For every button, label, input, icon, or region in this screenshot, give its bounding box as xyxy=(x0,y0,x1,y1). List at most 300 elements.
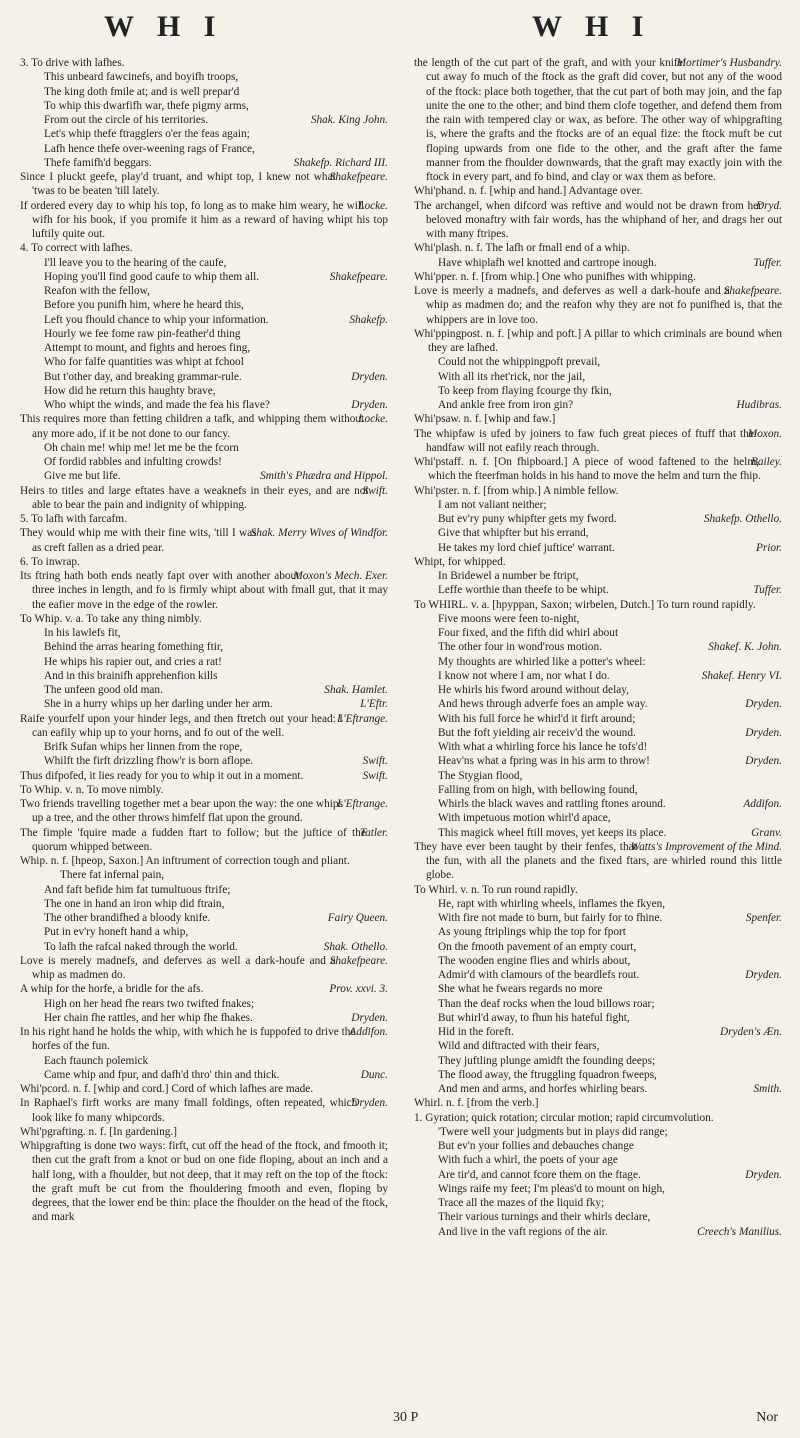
dictionary-entry xyxy=(414,484,782,498)
entry-text: And ankle free from iron gin? xyxy=(438,399,574,411)
verse-line xyxy=(44,683,388,697)
citation-paragraph xyxy=(20,526,388,555)
verse-line xyxy=(438,897,782,911)
entry-text: With what a whirling force his lance he tofs'd! xyxy=(438,741,648,753)
entry-text: The king doth fmile at; and is well prepar'd xyxy=(44,85,240,98)
entry-text: But ev'n your follies and debauches change xyxy=(438,1140,634,1152)
verse-line xyxy=(438,569,782,583)
citation-source: Moxon. xyxy=(747,427,782,440)
entry-text: Hourly we fee fome raw pin-feather'd thing xyxy=(44,327,241,340)
citation-source: Dryden. xyxy=(745,755,782,768)
dictionary-entry xyxy=(414,412,782,426)
verse-line xyxy=(44,469,388,483)
verse-line xyxy=(44,455,388,469)
entry-text: Whi'phand. n. f. [whip and hand.] Advantage over. xyxy=(414,185,643,198)
entry-text: Four fixed, and the fifth did whirl about xyxy=(438,627,619,639)
citation-source: Shak. King John. xyxy=(310,114,388,126)
verse-line xyxy=(44,384,388,398)
verse-line xyxy=(438,1025,782,1039)
dictionary-entry xyxy=(20,555,388,569)
entry-text: To Whip. v. a. To take any thing nimbly. xyxy=(20,612,202,625)
entry-text: The flood away, the ftruggling fquadron fweeps, xyxy=(438,1068,657,1081)
verse-line xyxy=(44,740,388,754)
citation-source: L'Eftrange. xyxy=(336,712,388,725)
citation-source: Shak. Othello. xyxy=(323,940,388,953)
citation-source: Tuffer. xyxy=(753,584,782,597)
verse-line xyxy=(44,940,388,954)
entry-text: Since I pluckt geefe, play'd truant, and whipt top, I knew not what 'twas to be beaten 'till lately. xyxy=(20,171,336,198)
dictionary-entry xyxy=(414,455,782,484)
entry-text: The other brandifhed a bloody knife. xyxy=(44,912,211,924)
verse-line xyxy=(438,1225,782,1239)
entry-text: Brifk Sufan whips her linnen from the rope, xyxy=(44,741,243,753)
entry-text: The archangel, when difcord was reftive and would not be drawn from her beloved monaftry with fair words, has the whiphand of her, and drags her out with many ftripes. xyxy=(414,199,782,240)
dictionary-entry xyxy=(20,783,388,797)
verse-line xyxy=(44,156,388,170)
verse-line xyxy=(44,398,388,412)
dictionary-entry xyxy=(414,327,782,356)
dictionary-entry xyxy=(414,184,782,198)
citation-source: Prov. xxvi. 3. xyxy=(329,983,388,996)
entry-text: And in this brainifh apprehenfion kills xyxy=(44,669,218,682)
citation-paragraph xyxy=(20,569,388,612)
verse-line xyxy=(438,982,782,996)
verse-line xyxy=(438,498,782,512)
entry-text: Whirls the black waves and rattling ftones around. xyxy=(438,798,666,810)
verse-line xyxy=(44,640,388,654)
verse-line xyxy=(44,897,388,911)
entry-text: They would whip me with their fine wits, 'till I was as creft fallen as a dried pear. xyxy=(20,527,257,554)
dictionary-entry xyxy=(414,883,782,897)
entry-text: Their various turnings and their whirls declare, xyxy=(438,1211,651,1224)
entry-text: Whi'ppingpost. n. f. [whip and poft.] A pillar to which criminals are bound when they are lafhed. xyxy=(414,327,782,354)
entry-text: Reafon with the fellow, xyxy=(44,285,150,297)
entry-text: He whirls his fword around without delay, xyxy=(438,684,629,696)
entry-text: Whip. n. f. [hpeop, Saxon.] An inftrument of correction tough and pliant. xyxy=(20,855,350,867)
dictionary-entry xyxy=(20,1082,388,1096)
entry-text: To keep from flaying fcourge thy fkin, xyxy=(438,384,612,397)
entry-text: But the foft yielding air receiv'd the wound. xyxy=(438,726,636,739)
citation-source: Creech's Manilius. xyxy=(697,1225,782,1238)
citation-source: Granv. xyxy=(751,826,782,839)
entry-text: To whip this dwarfifh war, thefe pigmy arms, xyxy=(44,99,249,112)
verse-line xyxy=(44,655,388,669)
verse-line xyxy=(438,925,782,939)
entry-text: Hid in the foreft. xyxy=(438,1026,514,1038)
entry-text: Heirs to titles and large eftates have a weaknefs in their eyes, and are not able to bear the pain and indignity of whipping. xyxy=(20,484,369,511)
verse-line xyxy=(438,1210,782,1224)
left-column xyxy=(20,56,388,1401)
entry-text: In Bridewel a number be ftript, xyxy=(438,570,579,582)
citation-source: Bailey. xyxy=(750,456,782,468)
entry-text: Thefe famifh'd beggars. xyxy=(44,156,152,169)
citation-paragraph xyxy=(20,412,388,441)
citation-source: Spenfer. xyxy=(745,912,782,924)
verse-line xyxy=(44,997,388,1011)
entry-text: Wild and diftracted with their fears, xyxy=(438,1040,600,1053)
verse-line xyxy=(44,142,388,156)
verse-line xyxy=(438,783,782,797)
entry-text: Whi'pster. n. f. [from whip.] A nimble fellow. xyxy=(414,484,619,497)
entry-text: They have ever been taught by their fenfes, that the fun, with all the planets and the fixed ftars, are whirled round this little globe. xyxy=(414,840,782,882)
verse-line xyxy=(438,541,782,555)
citation-source: Dryden. xyxy=(745,969,782,981)
citation-source: Addifon. xyxy=(743,798,782,810)
citation-source: Swift. xyxy=(362,769,388,782)
entry-text: I am not valiant neither; xyxy=(438,498,547,511)
citation-paragraph xyxy=(20,199,388,242)
verse-line xyxy=(438,1054,782,1068)
citation-source: Shakefpeare. xyxy=(329,270,388,283)
entry-text: She what he fwears regards no more xyxy=(438,983,603,996)
entry-text: In Raphael's firft works are many fmall foldings, often repeated, which look like fo many whipcords. xyxy=(20,1097,358,1124)
entry-text: Left you fhould chance to whip your information. xyxy=(44,313,269,326)
verse-line xyxy=(438,911,782,925)
entry-text: This unbeard fawcinefs, and boyifh troops, xyxy=(44,71,239,84)
verse-line xyxy=(438,954,782,968)
verse-line xyxy=(44,626,388,640)
entry-text: Let's whip thefe ftragglers o'er the feas again; xyxy=(44,128,250,141)
verse-line xyxy=(438,769,782,783)
entry-text: My thoughts are whirled like a potter's wheel: xyxy=(438,655,646,668)
verse-line xyxy=(438,997,782,1011)
verse-line xyxy=(44,697,388,711)
citation-source: Shakefpeare. xyxy=(329,171,388,183)
entry-text: Whirl. n. f. [from the verb.] xyxy=(414,1097,539,1110)
verse-line xyxy=(44,669,388,683)
entry-text: Came whip and fpur, and dafh'd thro' thin and thick. xyxy=(44,1068,280,1081)
verse-line xyxy=(438,697,782,711)
entry-text: He, rapt with whirling wheels, inflames the fkyen, xyxy=(438,897,666,910)
verse-line xyxy=(438,811,782,825)
verse-line xyxy=(44,911,388,925)
entry-text: Could not the whippingpoft prevail, xyxy=(438,356,601,369)
entry-text: Whilft the firft drizzling fhow'r is born aflope. xyxy=(44,755,254,768)
citation-source: Dryd. xyxy=(755,199,782,212)
citation-source: Dryden. xyxy=(745,698,782,711)
citation-paragraph xyxy=(20,826,388,855)
entry-text: But whirl'd away, to fhun his hateful fight, xyxy=(438,1011,630,1024)
citation-source: Dryden's Æn. xyxy=(719,1026,782,1038)
verse-line xyxy=(438,1011,782,1025)
citation-source: Addifon. xyxy=(349,1026,388,1038)
entry-text: Who for falfe quantities was whipt at fchool xyxy=(44,356,244,369)
entry-text: 'Twere well your judgments but in plays did range; xyxy=(438,1125,668,1138)
entry-text: Who whipt the winds, and made the fea his flave? xyxy=(44,399,270,411)
entry-text: Two friends travelling together met a bear upon the way: the one whips up a tree, and the other throws himfelf flat upon the ground. xyxy=(20,798,343,825)
entry-text: Each ftaunch polemick xyxy=(44,1054,149,1067)
verse-line xyxy=(438,968,782,982)
entry-text: Falling from on high, with bellowing found, xyxy=(438,783,638,796)
citation-source: Smith's Phædra and Hippol. xyxy=(260,470,388,483)
citation-paragraph xyxy=(20,954,388,983)
citation-paragraph xyxy=(20,797,388,826)
citation-source: Dunc. xyxy=(360,1068,388,1081)
entry-text: Love is meerly a madnefs, and deferves as well a dark-houfe and a whip as madmen do; and the reafon why they are not fo punifhed is, that the whippers are in love too. xyxy=(414,285,782,326)
verse-line xyxy=(44,256,388,270)
entry-text: The other four in wond'rous motion. xyxy=(438,641,602,654)
citation-source: Shakefp. Othello. xyxy=(703,513,782,525)
entry-text: The one in hand an iron whip did ftrain, xyxy=(44,897,225,910)
verse-line xyxy=(438,740,782,754)
citation-paragraph xyxy=(414,56,782,184)
verse-line xyxy=(438,826,782,840)
entry-text: Put in ev'ry honeft hand a whip, xyxy=(44,926,189,939)
entry-text: With fuch a whirl, the poets of your age xyxy=(438,1154,618,1167)
dictionary-entry xyxy=(414,241,782,255)
citation-source: L'Eftr. xyxy=(360,698,388,711)
entry-text: Of fordid rabbles and infulting crowds! xyxy=(44,456,222,468)
entry-text: Whipgrafting is done two ways: firft, cut off the head of the ftock, and fmooth it; then cut the graft from a knot or bud on one fide floping, about an inch and a half long, with a fhoulder, but not deep, that it may reft on the top of the ftock: the graft muft be cut from the fhouldering fmooth and even, floping by degrees, that the lower end be thin: place the fhoulder on the head of the ftock, and mark xyxy=(20,1140,388,1224)
entry-text: Its ftring hath both ends neatly fapt over with another about three inches in length, and fo is firmly whipt about with fmall gut, that it may the eafier move in the edge of the rowler. xyxy=(20,570,388,611)
citation-source: Shakefp. xyxy=(349,313,388,326)
citation-source: Shak. Merry Wives of Windfor. xyxy=(250,527,388,540)
verse-line xyxy=(438,1139,782,1153)
dictionary-entry xyxy=(414,270,782,284)
entry-text: Leffe worthie than theefe to be whipt. xyxy=(438,584,609,597)
entry-text: Whi'plash. n. f. The lafh or fmall end of a whip. xyxy=(414,242,630,255)
citation-paragraph xyxy=(20,1139,388,1225)
citation-paragraph xyxy=(20,1096,388,1125)
verse-line xyxy=(438,1082,782,1096)
entry-text: They juftling plunge amidft the founding deeps; xyxy=(438,1054,656,1067)
entry-text: Hoping you'll find good caufe to whip them all. xyxy=(44,270,260,283)
entry-text: the length of the cut part of the graft, and with your knife cut away fo much of the ftock as the graft did cover, but not any of the wood of the ftock: place both together, that the cut part of both may join, and the fap unite the one to the other; and bind them clofe together, and defend them from the rain with tempered clay or wax, as before. The other way of whipgrafting is, where the grafts and the ftocks are of an equal fize: the ftock muft be cut floping upwards from one fide to the other, and the graft after the fame manner from the fhoulder downwards, that the graft may exactly join with the ftock in every part, and fo bind, and clay or wax them as before. xyxy=(414,57,782,183)
citation-source: Dryden. xyxy=(745,1168,782,1181)
dictionary-entry xyxy=(414,1096,782,1110)
verse-line xyxy=(438,256,782,270)
entry-text: He takes my lord chief juftice' warrant. xyxy=(438,541,615,554)
entry-text: The whipfaw is ufed by joiners to faw fuch great pieces of ftuff that the handfaw will not eafily reach through. xyxy=(414,427,754,454)
verse-line xyxy=(438,712,782,726)
verse-line xyxy=(44,99,388,113)
verse-line xyxy=(438,370,782,384)
entry-text: The fimple 'fquire made a fudden ftart to follow; but the juftice of the quorum whipped between. xyxy=(20,826,366,853)
entry-text: Five moons were feen to-night, xyxy=(438,612,580,625)
verse-line xyxy=(44,370,388,384)
entry-text: Raife yourfelf upon your hinder legs, and then ftretch out your head: I can eafily whip up to your horns, and fo out of the well. xyxy=(20,712,343,739)
entry-text: Whipt, for whipped. xyxy=(414,555,506,568)
entry-text: And faft befide him fat tumultuous ftrife; xyxy=(44,883,231,896)
citation-source: Mortimer's Husbandry. xyxy=(676,57,782,69)
entry-text: He whips his rapier out, and cries a rat! xyxy=(44,655,222,668)
dictionary-entry xyxy=(20,56,388,70)
signature-mark: 30 P xyxy=(393,1410,419,1425)
citation-paragraph xyxy=(414,284,782,327)
entry-text: Give me but life. xyxy=(44,470,121,483)
citation-paragraph xyxy=(414,840,782,883)
entry-text: Thus difpofed, it lies ready for you to whip it out in a moment. xyxy=(20,769,304,782)
entry-text: Oh chain me! whip me! let me be the fcorn xyxy=(44,441,239,454)
entry-text: Whi'psaw. n. f. [whip and faw.] xyxy=(414,413,556,426)
verse-line xyxy=(438,583,782,597)
citation-source: Fairy Queen. xyxy=(327,912,388,924)
running-head xyxy=(0,10,800,50)
entry-text: She in a hurry whips up her darling under her arm. xyxy=(44,698,273,711)
dictionary-entry xyxy=(20,512,388,526)
citation-source: Tatler. xyxy=(359,826,388,839)
verse-line xyxy=(438,1125,782,1139)
entry-text: 4. To correct with lafhes. xyxy=(20,242,133,255)
citation-source: L'Eftrange. xyxy=(336,798,388,810)
entry-text: But t'other day, and breaking grammar-rule. xyxy=(44,370,242,383)
citation-source: Shakefpeare. xyxy=(723,285,782,297)
entry-text: But ev'ry puny whipfter gets my fword. xyxy=(438,513,617,525)
citation-paragraph xyxy=(20,982,388,996)
dictionary-entry xyxy=(20,241,388,255)
verse-line xyxy=(438,940,782,954)
entry-text: With impetuous motion whirl'd apace, xyxy=(438,812,611,825)
citation-source: Shakef. Henry VI. xyxy=(701,669,782,682)
verse-line xyxy=(44,127,388,141)
verse-line xyxy=(44,85,388,99)
verse-line xyxy=(438,612,782,626)
running-head-left: W H I xyxy=(104,10,224,43)
entry-text: In his right hand he holds the whip, with which he is fuppofed to drive the horfes of the fun. xyxy=(20,1026,356,1053)
entry-text: Are tir'd, and cannot fcore them on the ftage. xyxy=(438,1168,641,1181)
dictionary-entry xyxy=(414,598,782,612)
verse-line xyxy=(44,113,388,127)
verse-line xyxy=(438,640,782,654)
entry-text: From out the circle of his territories. xyxy=(44,114,209,126)
entry-text: High on her head fhe rears two twifted fnakes; xyxy=(44,997,255,1010)
citation-paragraph xyxy=(20,712,388,741)
entry-text: The Stygian flood, xyxy=(438,769,523,782)
dictionary-entry xyxy=(20,1125,388,1139)
citation-source: Swift. xyxy=(362,484,388,497)
entry-text: I'll leave you to the hearing of the caufe, xyxy=(44,256,227,269)
entry-text: To Whip. v. n. To move nimbly. xyxy=(20,783,164,796)
verse-line xyxy=(438,683,782,697)
entry-text: Heav'ns what a fpring was in his arm to throw! xyxy=(438,755,650,768)
citation-source: Moxon's Mech. Exer. xyxy=(293,570,388,582)
entry-text: Attempt to mount, and fights and heroes fing, xyxy=(44,342,251,354)
entry-text: Whi'pgrafting. n. f. [In gardening.] xyxy=(20,1125,178,1138)
verse-line xyxy=(438,1153,782,1167)
entry-text: Whi'pcord. n. f. [whip and cord.] Cord of which lafhes are made. xyxy=(20,1083,314,1095)
verse-line xyxy=(438,669,782,683)
entry-text: Behind the arras hearing fomething ftir, xyxy=(44,641,223,654)
entry-text: To lafh the rafcal naked through the world. xyxy=(44,940,238,953)
entry-text: With fire not made to burn, but fairly for to fhine. xyxy=(438,912,663,924)
entry-text: And hews through adverfe foes an ample way. xyxy=(438,698,648,711)
verse-line xyxy=(60,868,388,882)
verse-line xyxy=(44,327,388,341)
entry-text: Have whiplafh wel knotted and cartrope inough. xyxy=(438,256,657,269)
citation-paragraph xyxy=(20,769,388,783)
entry-text: The unfeen good old man. xyxy=(44,684,163,696)
dictionary-entry xyxy=(20,854,388,868)
verse-line xyxy=(438,384,782,398)
entry-text: There fat infernal pain, xyxy=(60,869,165,882)
entry-text: And men and arms, and horfes whirling bears. xyxy=(438,1083,648,1095)
citation-paragraph xyxy=(20,170,388,199)
citation-source: Watts's Improvement of the Mind. xyxy=(630,840,782,853)
citation-source: Shakef. K. John. xyxy=(708,641,782,654)
entry-text: 1. Gyration; quick rotation; circular motion; rapid circumvolution. xyxy=(414,1111,714,1124)
page-footer xyxy=(0,1410,800,1432)
entry-text: Before you punifh him, where he heard this, xyxy=(44,299,244,312)
verse-line xyxy=(438,1068,782,1082)
verse-line xyxy=(44,441,388,455)
citation-source: Locke. xyxy=(358,199,388,212)
entry-text: Than the deaf rocks when the loud billows roar; xyxy=(438,997,655,1010)
citation-paragraph xyxy=(20,1025,388,1054)
entry-text: Admir'd with clamours of the beardlefs rout. xyxy=(438,969,640,981)
right-column xyxy=(414,56,782,1401)
verse-line xyxy=(438,1182,782,1196)
entry-text: As young ftriplings whip the top for fport xyxy=(438,926,626,939)
entry-text: To WHIRL. v. a. [hpyppan, Saxon; wirbelen, Dutch.] To turn round rapidly. xyxy=(414,598,756,611)
verse-line xyxy=(438,355,782,369)
citation-source: Dryden. xyxy=(351,399,388,411)
entry-text: Wings raife my feet; I'm pleas'd to mount on high, xyxy=(438,1182,665,1195)
entry-text: On the fmooth pavement of an empty court, xyxy=(438,940,637,953)
dictionary-entry xyxy=(20,612,388,626)
verse-line xyxy=(438,626,782,640)
verse-line xyxy=(438,398,782,412)
entry-text: How did he return this haughty brave, xyxy=(44,384,216,397)
entry-text: This requires more than fetting children a tafk, and whipping them without any more ado, if it be not done to our fancy. xyxy=(20,413,365,440)
citation-paragraph xyxy=(20,484,388,513)
citation-source: Locke. xyxy=(358,413,388,426)
citation-source: Shakefpeare. xyxy=(329,954,388,967)
verse-line xyxy=(438,1196,782,1210)
entry-text: Whi'pstaff. n. f. [On fhipboard.] A piece of wood faftened to the helm, which the fteerfman holds in his hand to move the helm and turn the fhip. xyxy=(414,456,761,483)
verse-line xyxy=(44,284,388,298)
entry-text: With his full force he whirl'd it firft around; xyxy=(438,712,636,725)
citation-source: Shakefp. Richard III. xyxy=(293,156,388,169)
running-head-right: W H I xyxy=(532,10,652,43)
entry-text: Love is merely madnefs, and deferves as well a dark-houfe and a whip as madmen do. xyxy=(20,954,336,981)
citation-paragraph xyxy=(414,427,782,456)
verse-line xyxy=(44,341,388,355)
entry-text: To Whirl. v. n. To run round rapidly. xyxy=(414,883,578,896)
entry-text: If ordered every day to whip his top, fo long as to make him weary, he will wifh for his book, if you promife it him as a reward of having whipt his top luftily quite out. xyxy=(20,199,388,240)
verse-line xyxy=(438,797,782,811)
verse-line xyxy=(44,925,388,939)
citation-source: Hudibras. xyxy=(736,399,782,411)
citation-paragraph xyxy=(414,199,782,242)
entry-text: 6. To inwrap. xyxy=(20,555,80,568)
verse-line xyxy=(438,754,782,768)
entry-text: With all its rhet'rick, nor the jail, xyxy=(438,370,586,383)
verse-line xyxy=(44,1054,388,1068)
entry-text: And live in the vaft regions of the air. xyxy=(438,1225,608,1238)
dictionary-entry xyxy=(414,1111,782,1125)
citation-source: Dryden. xyxy=(351,1011,388,1024)
verse-line xyxy=(438,655,782,669)
verse-line xyxy=(438,1168,782,1182)
entry-text: A whip for the horfe, a bridle for the afs. xyxy=(20,983,204,996)
catchword: Nor xyxy=(756,1410,778,1425)
verse-line xyxy=(44,70,388,84)
entry-text: The wooden engine flies and whirls about, xyxy=(438,954,631,967)
citation-source: Tuffer. xyxy=(753,256,782,269)
entry-text: In his lawlefs fit, xyxy=(44,627,121,639)
entry-text: 3. To drive with lafhes. xyxy=(20,57,125,69)
dictionary-entry xyxy=(414,555,782,569)
verse-line xyxy=(44,270,388,284)
verse-line xyxy=(44,1011,388,1025)
verse-line xyxy=(438,1039,782,1053)
verse-line xyxy=(44,1068,388,1082)
citation-source: Smith. xyxy=(753,1083,782,1095)
verse-line xyxy=(44,754,388,768)
citation-source: Prior. xyxy=(755,541,782,554)
entry-text: Trace all the mazes of the liquid fky; xyxy=(438,1197,605,1209)
verse-line xyxy=(44,883,388,897)
